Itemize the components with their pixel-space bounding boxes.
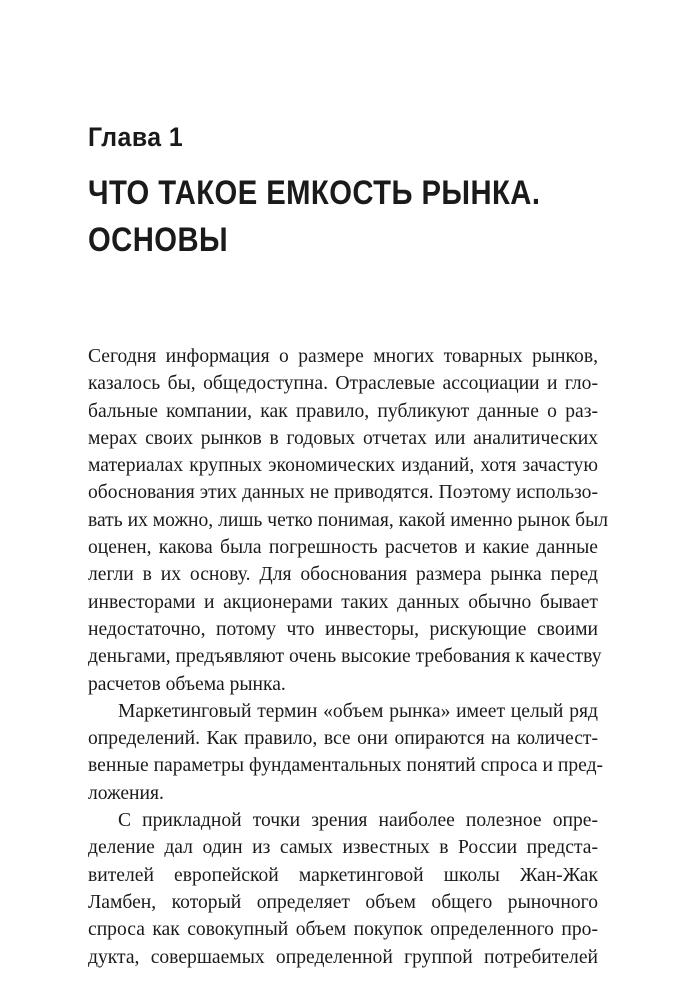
paragraph-line: материалах крупных экономических изданий, хотя зачастую (88, 455, 598, 477)
chapter-title-line: ЧТО ТАКОЕ ЕМКОСТЬ РЫНКА. (88, 174, 541, 212)
paragraph-line: бальные компании, как правило, публикуют данные о раз- (88, 400, 598, 422)
chapter-label: Глава 1 (88, 122, 184, 152)
chapter-title (88, 170, 540, 264)
paragraph-line: деление дал один из самых известных в России предста- (88, 837, 598, 859)
paragraph-line: деньгами, предъявляют очень высокие требования к качеству (88, 646, 602, 668)
paragraph-line: определений. Как правило, все они опираются на количест- (88, 728, 598, 750)
paragraph-line: Ламбен, который определяет объем общего рыночного (88, 891, 598, 913)
paragraph-line: мерах своих рынков в годовых отчетах или аналитических (88, 427, 598, 449)
paragraph-line: обоснования этих данных не приводятся. Поэтому использо- (88, 482, 598, 504)
paragraph-line: вать их можно, лишь четко понимая, какой именно рынок был (88, 509, 609, 531)
paragraph-line: С прикладной точки зрения наиболее полезное опре- (118, 810, 598, 832)
paragraph-line: дукта, совершаемых определенной группой потребителей (88, 946, 598, 968)
paragraph-line: расчетов объема рынка. (88, 673, 286, 695)
paragraph-line: инвесторами и акционерами таких данных обычно бывает (88, 591, 598, 613)
paragraph-line: вителей европейской маркетинговой школы Жан-Жак (88, 864, 598, 886)
paragraph-line: ложения. (88, 782, 164, 804)
chapter-title-line: ОСНОВЫ (88, 221, 229, 259)
paragraph-line: Сегодня информация о размере многих товарных рынков, (88, 346, 598, 367)
paragraph-line: Маркетинговый термин «объем рынка» имеет целый ряд (118, 700, 598, 722)
paragraph-line: казалось бы, общедоступна. Отраслевые ассоциации и гло- (88, 373, 598, 395)
paragraph-line: спроса как совокупный объем покупок определенного про- (88, 919, 598, 941)
paragraph-line: легли в их основу. Для обоснования размера рынка перед (88, 564, 598, 586)
body-text (88, 343, 609, 971)
paragraph-line: оценен, какова была погрешность расчетов и какие данные (88, 537, 598, 559)
paragraph-line: венные параметры фундаментальных понятий спроса и пред- (88, 755, 604, 777)
paragraph-line: недостаточно, потому что инвесторы, рискующие своими (88, 618, 598, 640)
